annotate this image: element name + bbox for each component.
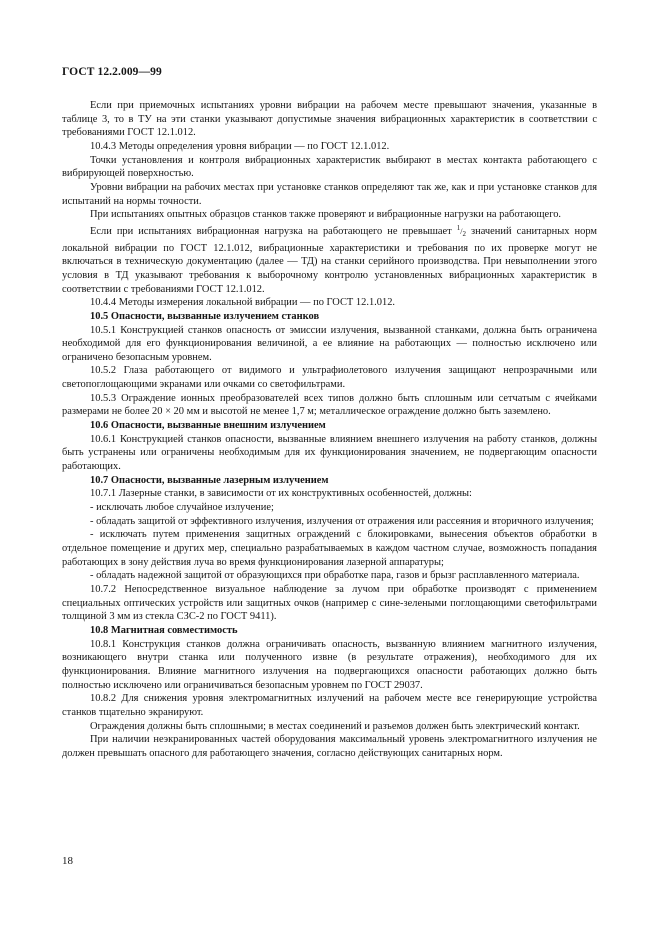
paragraph: 10.5.3 Ограждение ионных преобразователей всех типов должно быть сплошным или сетчатым с ячейками размерами не более 20 × 20 мм и высотой не менее 1,7 м; металлическое ограждение должно быть заземлено.: [62, 392, 597, 418]
paragraph: 10.4.4 Методы измерения локальной вибрации — по ГОСТ 12.1.012.: [90, 297, 396, 309]
page-number: 18: [62, 855, 73, 867]
fraction-half: $^1/_2$: [456, 223, 466, 238]
section-heading: 10.7 Опасности, вызванные лазерным излучением: [90, 474, 329, 486]
paragraph: При испытаниях опытных образцов станков также проверяют и вибрационные нагрузки на работающего.: [90, 209, 562, 221]
list-item: - обладать надежной защитой от образующихся при обработке пара, газов и брызг расплавленного материала.: [90, 570, 580, 582]
document-body: [62, 99, 597, 761]
paragraph: 10.7.2 Непосредственное визуальное наблюдение за лучом при обработке производят с применением специальных оптических устройств или защитных очков (например с сине-зелеными поглощающими светофильтрами толщиной 3 мм из стекла СЗС-2 по ГОСТ 9411).: [62, 583, 597, 623]
section-heading: 10.5 Опасности, вызванные излучением станков: [90, 310, 320, 322]
paragraph: 10.5.1 Конструкцией станков опасность от эмиссии излучения, вызванной станками, должна быть ограничена необходимой для его функционирования величиной, а ее влияние на работающих — полностью исключено или ограничено безопасным уровнем.: [62, 324, 597, 363]
paragraph: Если при приемочных испытаниях уровни вибрации на рабочем месте превышают значения, указанные в таблице 3, то в ТУ на эти станки указывают допустимые значения вибрационных характеристик в соответствии с требованиями ГОСТ 12.1.012.: [62, 100, 597, 139]
paragraph-with-fraction: [62, 222, 597, 296]
paragraph: 10.8.2 Для снижения уровня электромагнитных излучений на рабочем месте все генерирующие устройства станков тщательно экранируют.: [62, 693, 597, 718]
paragraph-part: Если при испытаниях вибрационная нагрузка на работающего не превышает: [90, 225, 457, 237]
paragraph: Уровни вибрации на рабочих местах при установке станков определяют так же, как и при установке станков для испытаний на нормы точности.: [62, 181, 597, 207]
paragraph: 10.4.3 Методы определения уровня вибрации — по ГОСТ 12.1.012.: [90, 140, 390, 152]
fraction-denominator: 2: [462, 229, 466, 238]
section-heading: 10.8 Магнитная совместимость: [90, 624, 238, 636]
list-item: - обладать защитой от эффективного излучения, излучения от отражения или рассеяния и вторичного излучения;: [90, 515, 594, 527]
fraction-numerator: 1: [456, 223, 461, 232]
paragraph: Ограждения должны быть сплошными; в местах соединений и разъемов должен быть электрический контакт.: [90, 720, 580, 732]
section-heading: 10.6 Опасности, вызванные внешним излучением: [90, 420, 326, 432]
paragraph: 10.5.2 Глаза работающего от видимого и ультрафиолетового излучения защищают непрозрачными или светопоглощающими экранами или очками со светофильтрами.: [62, 365, 597, 391]
document-header: ГОСТ 12.2.009—99: [62, 66, 162, 78]
paragraph: Точки установления и контроля вибрационных характеристик выбирают в местах контакта работающего с вибрирующей поверхностью.: [62, 154, 597, 180]
paragraph: 10.6.1 Конструкцией станков опасности, вызванные влиянием внешнего излучения на работу станков, должны быть устранены или ограничены необходимым для их функционирования значением, не подвергающим опасности работающих.: [62, 433, 597, 473]
paragraph-part: значений санитарных норм локальной вибрации по ГОСТ 12.1.012, вибрационные характеристики и требования по их проверке могут не включаться в техническую документацию (далее — ТД) на станки серийного производства. При невыполнении этого условия в ТД указывают требования к выборочному контролю установленных вибрационных характеристик в соответствии с требованиями ГОСТ 12.1.012.: [62, 225, 597, 295]
paragraph: 10.8.1 Конструкция станков должна ограничивать опасность, вызванную влиянием магнитного излучения, возникающего внутри станка или полученного извне (в результате отражения), необходимого для их функционирования. Влияние магнитного излучения на подвергающихся опасности работающих должно быть полностью исключено или ограничиваться безопасным уровнем по ГОСТ 29037.: [62, 638, 597, 691]
list-item: - исключать путем применения защитных ограждений с блокировками, вынесения объектов обработки в отдельное помещение и других мер, специально разрабатываемых в каждом частном случае, возможность попадания работающих в зону действия луча во время функционирования лазерной аппаратуры;: [62, 529, 597, 568]
paragraph: 10.7.1 Лазерные станки, в зависимости от их конструктивных особенностей, должны:: [90, 488, 472, 500]
list-item: - исключать любое случайное излучение;: [90, 502, 274, 514]
paragraph: При наличии неэкранированных частей оборудования максимальный уровень электромагнитного излучения не должен превышать опасного для работающего значения, согласно действующих санитарных норм.: [62, 734, 597, 759]
